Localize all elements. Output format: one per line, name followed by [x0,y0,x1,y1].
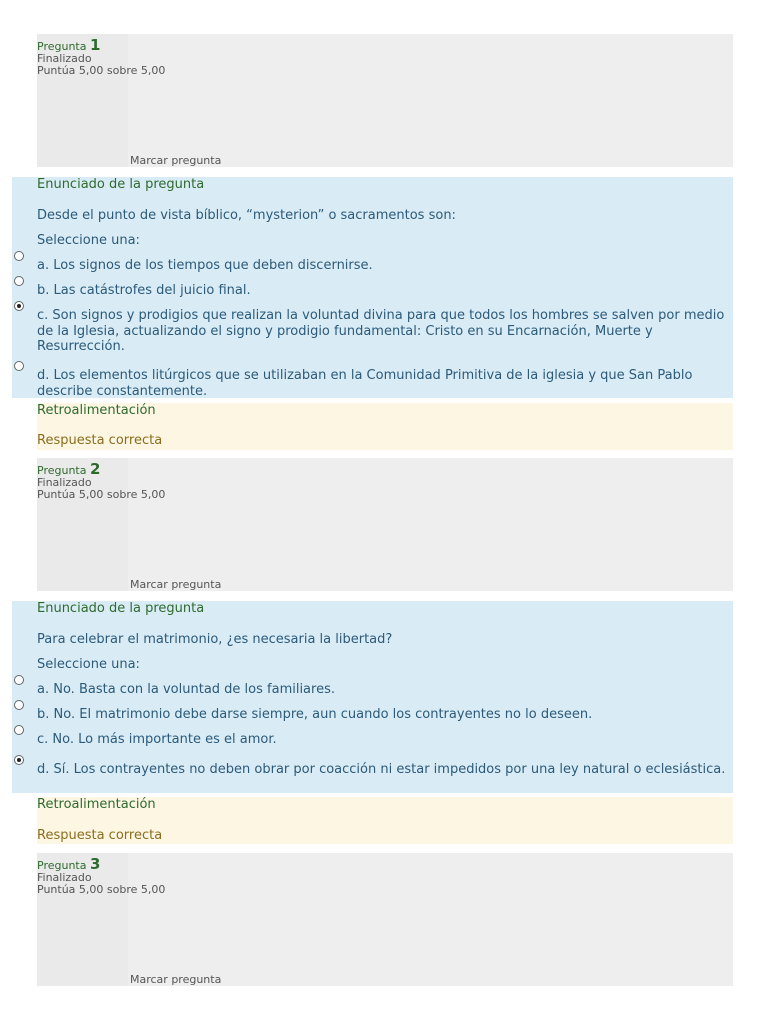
question-number-value: 2 [89,460,101,478]
question-text: Desde el punto de vista bíblico, “mysterion” o sacramentos son: [37,208,456,223]
question-heading: Enunciado de la pregunta [37,177,205,192]
feedback-heading: Retroalimentación [37,797,156,812]
radio-button[interactable] [14,675,24,685]
question-grade: Puntúa 5,00 sobre 5,00 [37,883,166,896]
answer-label[interactable]: b. Las catástrofes del juicio final. [37,283,251,298]
flag-question-link[interactable]: Marcar pregunta [130,578,222,591]
question-formulation-2 [12,601,733,793]
flag-question-link[interactable]: Marcar pregunta [130,154,222,167]
answer-prompt: Seleccione una: [37,233,140,248]
question-number-value: 1 [89,36,101,54]
question-state: Finalizado [37,476,92,489]
question-info-1 [37,34,733,167]
question-grade: Puntúa 5,00 sobre 5,00 [37,488,166,501]
question-grade: Puntúa 5,00 sobre 5,00 [37,64,166,77]
question-state: Finalizado [37,52,92,65]
radio-button-selected[interactable] [14,755,24,765]
answer-label[interactable]: d. Sí. Los contrayentes no deben obrar por coacción ni estar impedidos por una ley natural o eclesiástica. [37,762,726,777]
flag-question-link[interactable]: Marcar pregunta [130,973,222,986]
feedback-heading: Retroalimentación [37,403,156,418]
question-heading: Enunciado de la pregunta [37,601,205,616]
question-text: Para celebrar el matrimonio, ¿es necesaria la libertad? [37,632,393,647]
answer-label[interactable]: d. Los elementos litúrgicos que se utilizaban en la Comunidad Primitiva de la iglesia y que San Pablo describe constantemente. [37,368,693,399]
radio-button[interactable] [14,276,24,286]
question-label: Pregunta [37,859,87,872]
question-feedback-1 [37,403,733,450]
radio-button[interactable] [14,725,24,735]
feedback-text: Respuesta correcta [37,828,163,843]
radio-button-selected[interactable] [14,301,24,311]
radio-button[interactable] [14,361,24,371]
question-label: Pregunta [37,464,87,477]
question-info-2 [37,458,733,591]
question-number-value: 3 [89,855,101,873]
answer-label[interactable]: b. No. El matrimonio debe darse siempre, aun cuando los contrayentes no lo deseen. [37,707,593,722]
question-label: Pregunta [37,40,87,53]
answer-label[interactable]: a. Los signos de los tiempos que deben discernirse. [37,258,373,273]
question-state: Finalizado [37,871,92,884]
question-formulation-1 [12,177,733,398]
radio-button[interactable] [14,700,24,710]
radio-button[interactable] [14,251,24,261]
answer-label[interactable]: a. No. Basta con la voluntad de los familiares. [37,682,335,697]
question-feedback-2 [37,797,733,844]
answer-label[interactable]: c. Son signos y prodigios que realizan la voluntad divina para que todos los hombres se salven por medio de la Iglesia, actualizando el signo y prodigio fundamental: Cristo en su Encarnación, Muerte y Resurrección. [37,308,725,354]
question-info-3 [37,853,733,986]
feedback-text: Respuesta correcta [37,433,163,448]
answer-label[interactable]: c. No. Lo más importante es el amor. [37,732,277,747]
answer-prompt: Seleccione una: [37,657,140,672]
